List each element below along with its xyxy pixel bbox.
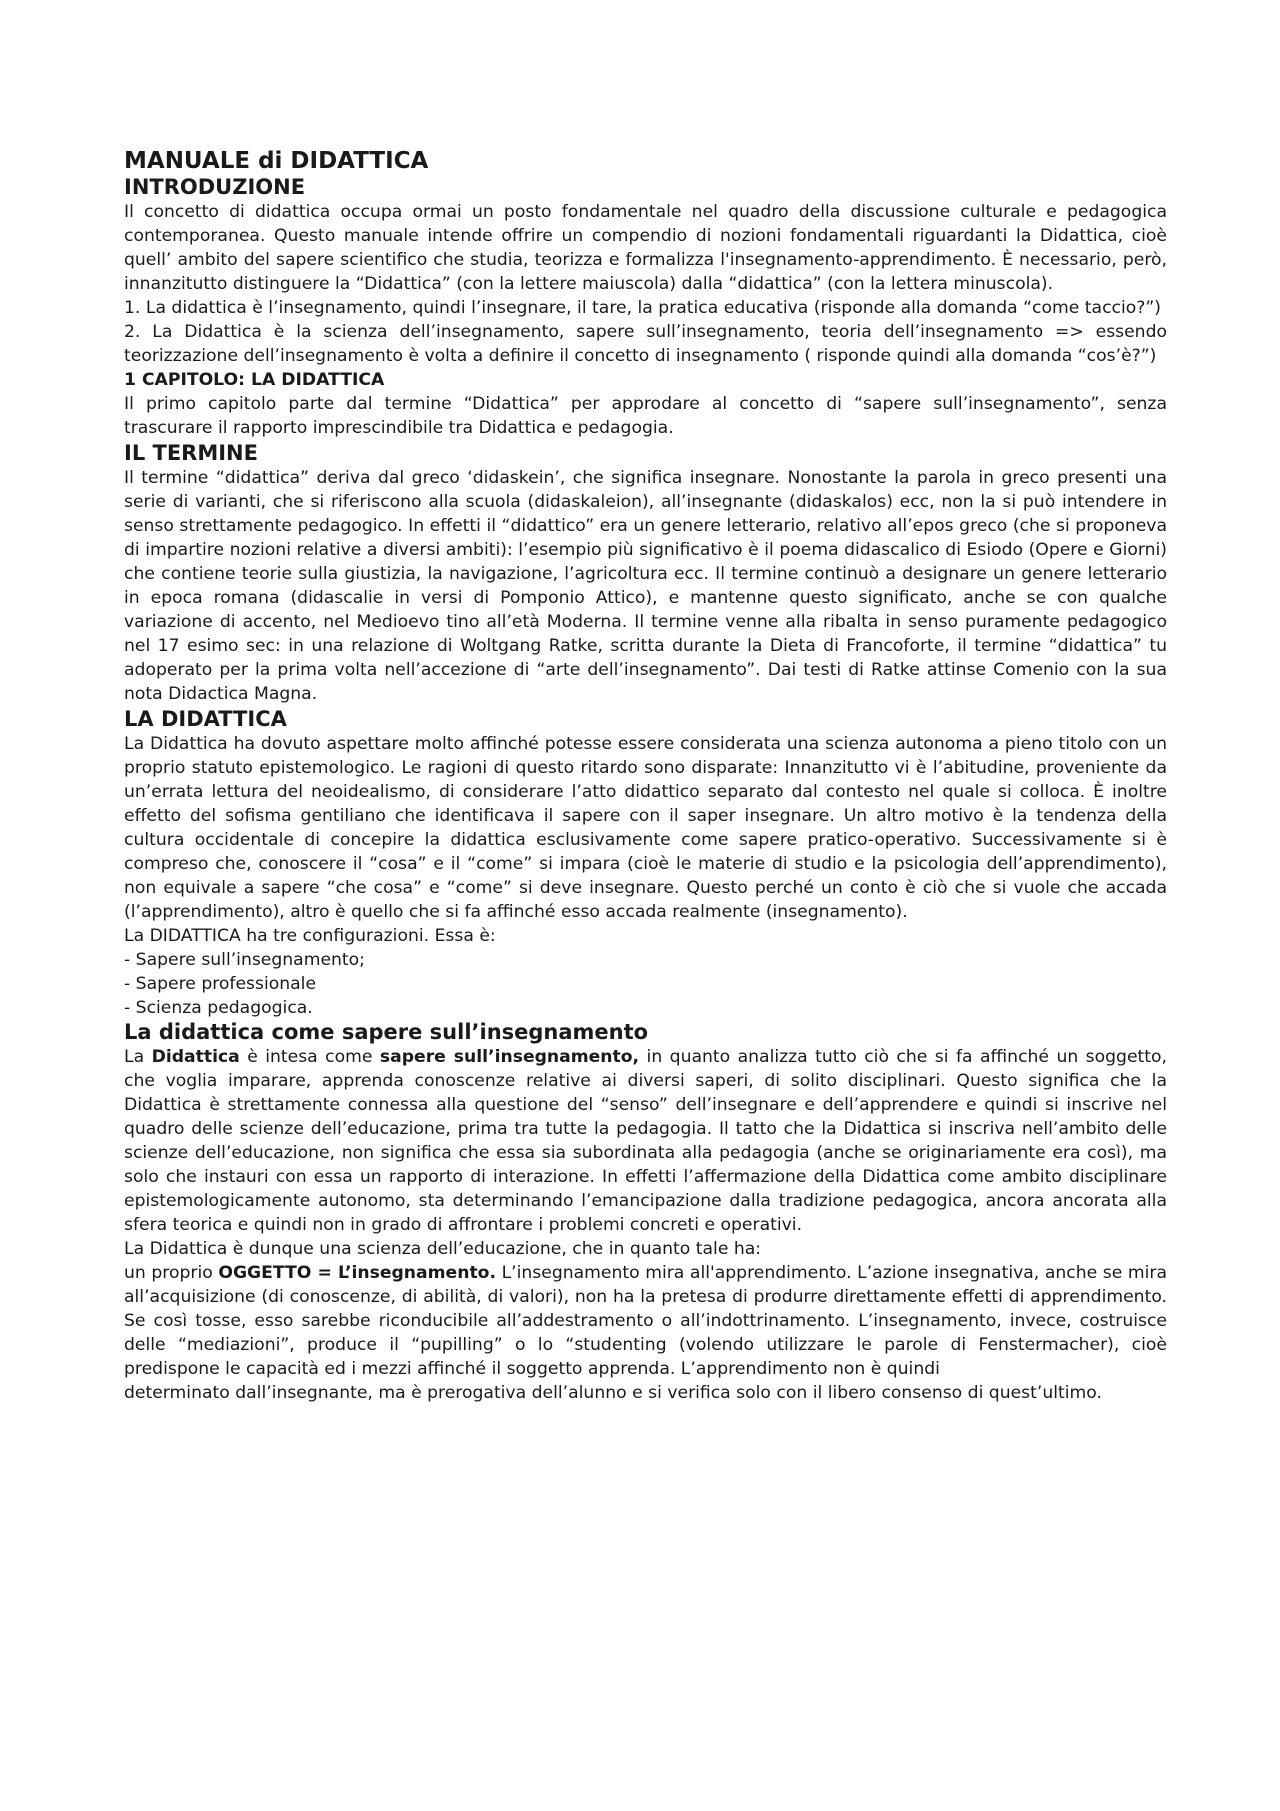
chapter-heading: 1 CAPITOLO: LA DIDATTICA — [124, 370, 385, 390]
intro-heading: INTRODUZIONE — [124, 175, 306, 199]
sapere-paragraph-2: La Didattica è dunque una scienza dell’educazione, che in quanto tale ha: — [124, 1239, 762, 1259]
document-title: MANUALE di DIDATTICA — [124, 148, 429, 174]
sapere-heading: La didattica come sapere sull’insegnamento — [124, 1020, 649, 1044]
chapter-paragraph: Il primo capitolo parte dal termine “Didattica” per approdare al concetto di “sapere sull’insegnamento”, senza trascurare il rapporto imprescindibile tra Didattica e pedagogia. — [124, 394, 1167, 438]
sapere-text: è intesa come — [239, 1047, 380, 1067]
sapere-text: La — [124, 1047, 152, 1067]
config-item: - Sapere sull’insegnamento; — [124, 950, 365, 970]
oggetto-paragraph-end: determinato dall’insegnante, ma è prerogativa dell’alunno e si verifica solo con il libero consenso di quest’ultimo. — [124, 1383, 1102, 1403]
config-intro: La DIDATTICA ha tre configurazioni. Essa è: — [124, 926, 496, 946]
termine-heading: IL TERMINE — [124, 441, 258, 465]
oggetto-text: un proprio — [124, 1263, 219, 1283]
intro-paragraph-2: 1. La didattica è l’insegnamento, quindi l’insegnare, il tare, la pratica educativa (risponde alla domanda “come taccio?”) — [124, 298, 1161, 318]
intro-paragraph-1: Il concetto di didattica occupa ormai un posto fondamentale nel quadro della discussione culturale e pedagogica contemporanea. Questo manuale intende offrire un compendio di nozioni fondamentali riguardanti la Didattica, cioè quell’ ambito del sapere scientifico che studia, teorizza e formalizza l'insegnamento-apprendimento. È necessario, però, innanzitutto distinguere la “Didattica” (con la lettere maiuscola) dalla “didattica” (con la lettera minuscola). — [124, 202, 1167, 294]
intro-paragraph-3: 2. La Didattica è la scienza dell’insegnamento, sapere sull’insegnamento, teoria dell’insegnamento => essendo teorizzazione dell’insegnamento è volta a definire il concetto di insegnamento ( risponde quindi alla domanda “cos’è?”) — [124, 322, 1167, 366]
config-item: - Scienza pedagogica. — [124, 998, 313, 1018]
didattica-heading: LA DIDATTICA — [124, 707, 287, 731]
sapere-bold-term: Didattica — [151, 1047, 240, 1067]
didattica-paragraph: La Didattica ha dovuto aspettare molto affinché potesse essere considerata una scienza autonoma a pieno titolo con un proprio statuto epistemologico. Le ragioni di questo ritardo sono disparate: Innanzitutto vi è l’abitudine, proveniente da un’errata lettura del neoidealismo, di considerare l’atto didattico separato dal contesto nel quale si colloca. È inoltre effetto del sofisma gentiliano che identificava il sapere con il saper insegnare. Un altro motivo è la tendenza della cultura occidentale di concepire la didattica esclusivamente come sapere pratico-operativo. Successivamente si è compreso che, conoscere il “cosa” e il “come” si impara (cioè le materie di studio e la psicologia dell’apprendimento), non equivale a sapere “che cosa” e “come” si deve insegnare. Questo perché un conto è ciò che si vuole che accada (l’apprendimento), altro è quello che si fa affinché esso accada realmente (insegnamento). — [124, 734, 1167, 922]
oggetto-bold: OGGETTO = L’insegnamento. — [218, 1263, 497, 1283]
config-item: - Sapere professionale — [124, 974, 317, 994]
document-page — [124, 148, 1167, 1405]
sapere-text: in quanto analizza tutto ciò che si fa affinché un soggetto, che voglia imparare, apprenda conoscenze relative ai diversi saperi, di solito disciplinari. Questo significa che la Didattica è strettamente connessa alla questione del “senso” dell’insegnare e dell’apprendere e quindi si inscrive nel quadro delle scienze dell’educazione, prima tra tutte la pedagogia. Il tatto che la Didattica si inscriva nell’ambito delle scienze dell’educazione, non significa che essa sia subordinata alla pedagogia (anche se originariamente era così), ma solo che instauri con essa un rapporto di interazione. In effetti l’affermazione della Didattica come ambito disciplinare epistemologicamente autonomo, sta determinando l’emancipazione dalla tradizione pedagogica, ancora ancorata alla sfera teorica e quindi non in grado di affrontare i problemi concreti e operativi. — [124, 1047, 1168, 1235]
oggetto-paragraph — [124, 1261, 1167, 1381]
sapere-bold-term: sapere sull’insegnamento, — [379, 1047, 640, 1067]
termine-paragraph: Il termine “didattica” deriva dal greco ‘didaskein’, che significa insegnare. Nonostante la parola in greco presenti una serie di varianti, che si riferiscono alla scuola (didaskaleion), all’insegnante (didaskalos) ecc, non la si può intendere in senso strettamente pedagogico. In effetti il “didattico” era un genere letterario, relativo all’epos greco (che si proponeva di impartire nozioni relative a diversi ambiti): l’esempio più significativo è il poema didascalico di Esiodo (Opere e Giorni) che contiene teorie sulla giustizia, la navigazione, l’agricoltura ecc. Il termine continuò a designare un genere letterario in epoca romana (didascalie in versi di Pomponio Attico), e mantenne questo significato, anche se con qualche variazione di accento, nel Medioevo tino all’età Moderna. Il termine venne alla ribalta in senso puramente pedagogico nel 17 esimo sec: in una relazione di Woltgang Ratke, scritta durante la Dieta di Francoforte, il termine “didattica” tu adoperato per la prima volta nell’accezione di “arte dell’insegnamento”. Dai testi di Ratke attinse Comenio con la sua nota Didactica Magna. — [124, 468, 1167, 704]
sapere-paragraph-1 — [124, 1045, 1167, 1237]
oggetto-text: L’insegnamento mira all'apprendimento. L’azione insegnativa, anche se mira all’acquisizione (di conoscenze, di abilità, di valori), non ha la pretesa di produrre direttamente effetti di apprendimento. Se così tosse, esso sarebbe riconducibile all’addestramento o all’indottrinamento. L’insegnamento, invece, costruisce delle “mediazioni”, produce il “pupilling” o lo “studenting (volendo utilizzare le parole di Fenstermacher), cioè predispone le capacità ed i mezzi affinché il soggetto apprenda. L’apprendimento non è quindi — [124, 1263, 1167, 1379]
